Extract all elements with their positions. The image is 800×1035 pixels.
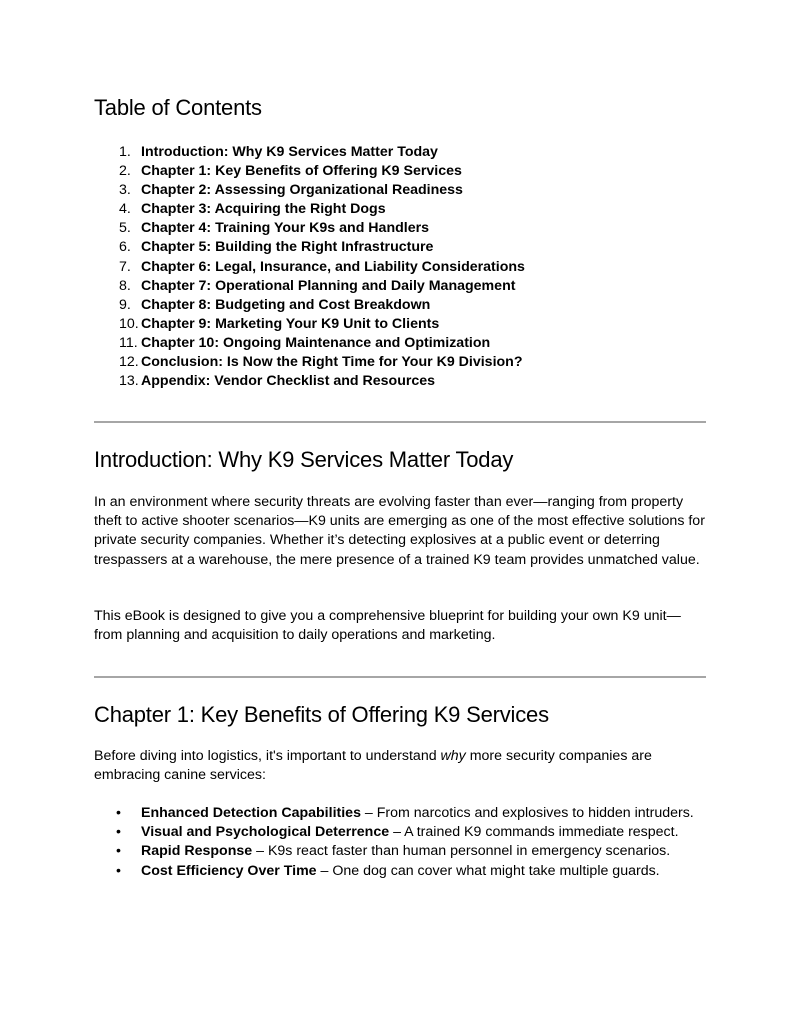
- intro-heading: Introduction: Why K9 Services Matter Today: [94, 447, 514, 472]
- toc-item[interactable]: 8. Chapter 7: Operational Planning and Daily Management: [94, 277, 525, 296]
- emphasis-why: why: [440, 748, 466, 764]
- chapter1-heading: Chapter 1: Key Benefits of Offering K9 Services: [94, 702, 549, 727]
- toc-item[interactable]: 3. Chapter 2: Assessing Organizational Readiness: [94, 181, 525, 200]
- toc-item[interactable]: 11. Chapter 10: Ongoing Maintenance and Optimization: [94, 334, 525, 353]
- toc-item-label: Chapter 10: Ongoing Maintenance and Optimization: [141, 334, 491, 351]
- bullet-icon: •: [116, 824, 121, 841]
- toc-item[interactable]: 2. Chapter 1: Key Benefits of Offering K9 Services: [94, 162, 525, 181]
- toc-item[interactable]: 13. Appendix: Vendor Checklist and Resources: [94, 372, 525, 391]
- benefit-text: – From narcotics and explosives to hidden intruders.: [360, 805, 694, 821]
- toc-item[interactable]: 10. Chapter 9: Marketing Your K9 Unit to Clients: [94, 315, 525, 334]
- toc-item[interactable]: 1. Introduction: Why K9 Services Matter Today: [94, 143, 525, 162]
- bullet-icon: •: [116, 862, 121, 879]
- section-divider: [94, 421, 706, 423]
- toc-item[interactable]: 4. Chapter 3: Acquiring the Right Dogs: [94, 200, 525, 219]
- toc-item-label: Chapter 5: Building the Right Infrastructure: [141, 239, 434, 256]
- section-divider: [94, 676, 706, 678]
- toc-item-label: Conclusion: Is Now the Right Time for Your K9 Division?: [141, 354, 523, 371]
- benefit-title: Cost Efficiency Over Time: [141, 862, 317, 879]
- toc-item-label: Chapter 8: Budgeting and Cost Breakdown: [141, 296, 431, 313]
- toc-item[interactable]: 9. Chapter 8: Budgeting and Cost Breakdown: [94, 296, 525, 315]
- toc-item-label: Appendix: Vendor Checklist and Resources: [141, 373, 436, 390]
- benefit-text: – One dog can cover what might take multiple guards.: [316, 862, 660, 879]
- benefit-text: – K9s react faster than human personnel in emergency scenarios.: [252, 843, 671, 860]
- toc-item-label: Chapter 3: Acquiring the Right Dogs: [141, 201, 386, 218]
- toc-heading: Table of Contents: [94, 95, 262, 120]
- benefit-title: Visual and Psychological Deterrence: [141, 824, 390, 841]
- toc-item-label: Chapter 7: Operational Planning and Daily Management: [141, 277, 516, 294]
- toc-item-label: Chapter 1: Key Benefits of Offering K9 Services: [141, 163, 462, 180]
- toc-item[interactable]: 7. Chapter 6: Legal, Insurance, and Liability Considerations: [94, 258, 525, 277]
- benefit-title: Rapid Response: [141, 843, 253, 860]
- toc-item-label: Chapter 9: Marketing Your K9 Unit to Clients: [141, 315, 440, 332]
- table-of-contents: [94, 143, 525, 391]
- bullet-icon: •: [116, 805, 121, 821]
- chapter1-intro-paragraph: Before diving into logistics, it's important to understand why more security companies are embracing canine services:: [94, 748, 652, 784]
- toc-item-label: Chapter 2: Assessing Organizational Readiness: [141, 182, 463, 199]
- list-item: [94, 823, 706, 842]
- toc-item-label: Chapter 4: Training Your K9s and Handlers: [141, 220, 430, 237]
- benefit-title: Enhanced Detection Capabilities: [141, 805, 361, 821]
- list-item: [94, 804, 706, 823]
- toc-item-label: Introduction: Why K9 Services Matter Today: [141, 144, 438, 160]
- toc-item[interactable]: 5. Chapter 4: Training Your K9s and Handlers: [94, 219, 525, 238]
- benefit-text: – A trained K9 commands immediate respect.: [389, 824, 679, 841]
- benefits-list: [94, 804, 706, 881]
- list-item: [94, 842, 706, 861]
- intro-paragraph: This eBook is designed to give you a comprehensive blueprint for building your own K9 unit—from planning and acquisition to daily operations and marketing.: [94, 608, 681, 644]
- list-item: [94, 862, 706, 881]
- toc-item-label: Chapter 6: Legal, Insurance, and Liability Considerations: [141, 258, 525, 275]
- toc-item[interactable]: 6. Chapter 5: Building the Right Infrastructure: [94, 238, 525, 257]
- intro-paragraph: In an environment where security threats are evolving faster than ever—ranging from property theft to active shooter scenarios—K9 units are emerging as one of the most effective solutions for private security companies. Whether it’s detecting explosives at a public event or deterring trespassers at a warehouse, the mere presence of a trained K9 team provides unmatched value.: [94, 494, 705, 568]
- toc-item[interactable]: 12. Conclusion: Is Now the Right Time for Your K9 Division?: [94, 353, 525, 372]
- bullet-icon: •: [116, 843, 121, 860]
